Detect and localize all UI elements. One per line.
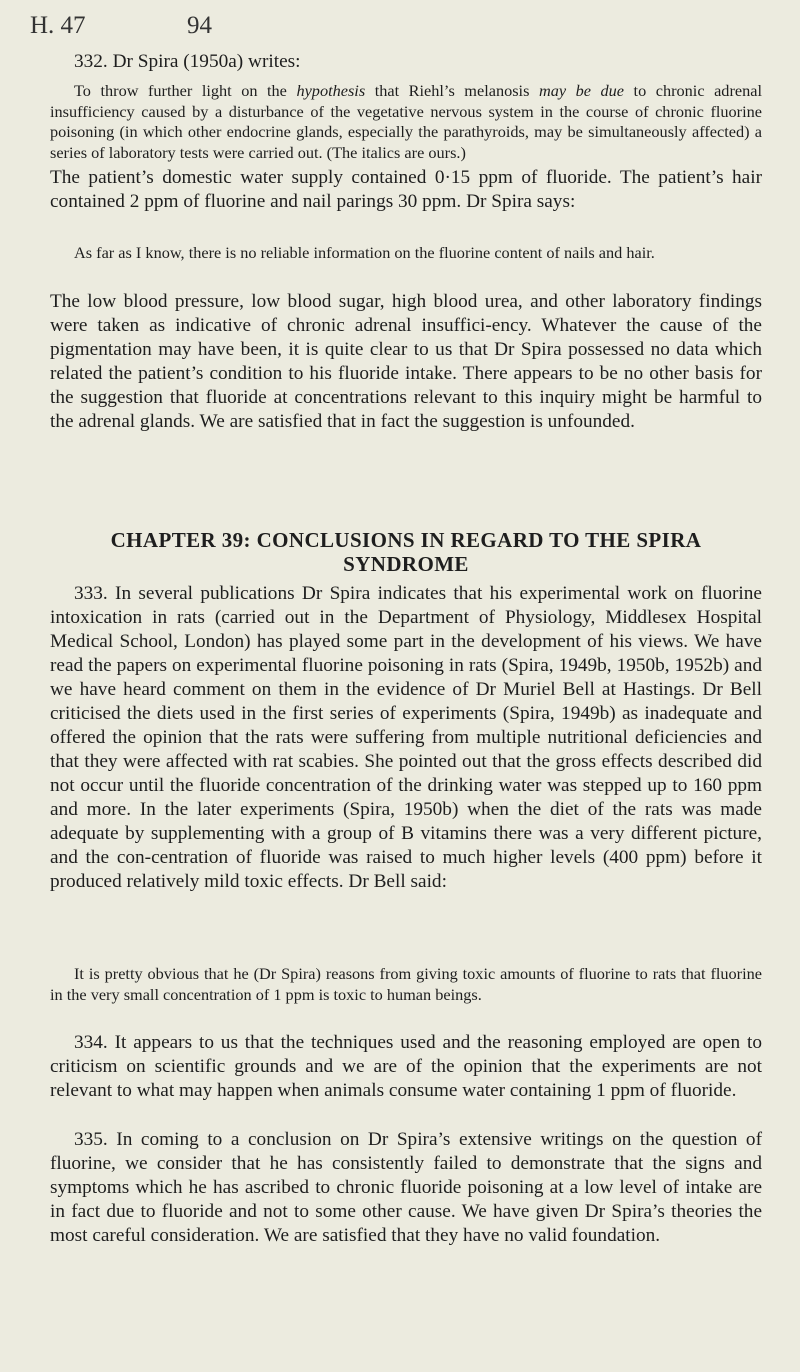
quote-text-post: to chronic adrenal insufficiency caused by a disturbance of the vegetative nervous system in the course of chronic fluorine poisoning (in which other endocrine glands, especially the parathyroids, may be simultaneously affected) a series of laboratory tests were carried out. (The italics are ours.) xyxy=(50,81,762,162)
quote-italic-hypothesis: hypothesis xyxy=(296,81,366,100)
document-reference: H. 47 xyxy=(30,12,86,39)
quote-text-mid: that Riehl’s melanosis xyxy=(365,81,539,100)
quote-spira-hypothesis xyxy=(50,81,762,163)
paragraph-332-intro: 332. Dr Spira (1950a) writes: xyxy=(74,51,301,72)
page-number: 94 xyxy=(187,12,212,39)
paragraph-333: 333. In several publications Dr Spira indicates that his experimental work on fluorine intoxication in rats (carried out in the Department of Physiology, Middlesex Hospital Medical School, London) has played some part in the development of his views. We have read the papers on experimental fluorine poisoning in rats (Spira, 1949b, 1950b, 1952b) and we have heard comment on them in the evidence of Dr Muriel Bell at Hastings. Dr Bell criticised the diets used in the first series of experiments (Spira, 1949b) as inadequate and offered the opinion that the rats were suffering from multiple nutritional deficiencies and that they were affected with rat scabies. She pointed out that the gross effects described did not occur until the fluoride concentration of the drinking water was stepped up to 160 ppm and more. In the later experiments (Spira, 1950b) when the diet of the rats was made adequate by supplementing with a group of B vitamins there was a very different picture, and the con-centration of fluoride was raised to much higher levels (400 ppm) before it produced relatively mild toxic effects. Dr Bell said: xyxy=(50,583,762,892)
quote-text-pre: To throw further light on the xyxy=(74,81,297,100)
paragraph-water-supply: The patient’s domestic water supply contained 0·15 ppm of fluoride. The patient’s hair contained 2 ppm of fluorine and nail parings 30 ppm. Dr Spira says: xyxy=(50,167,762,212)
quote-nails-hair: As far as I know, there is no reliable information on the fluorine content of nails and hair. xyxy=(74,243,655,262)
quote-dr-bell: It is pretty obvious that he (Dr Spira) reasons from giving toxic amounts of fluorine to rats that fluorine in the very small concentration of 1 ppm is toxic to human beings. xyxy=(50,964,762,1004)
paragraph-335: 335. In coming to a conclusion on Dr Spira’s extensive writings on the question of fluorine, we consider that he has consistently failed to demonstrate that the signs and symptoms which he has ascribed to chronic fluoride poisoning at a low level of intake are in fact due to fluoride and not to some other cause. We have given Dr Spira’s theories the most careful consideration. We are satisfied that they have no valid foundation. xyxy=(50,1129,762,1246)
paragraph-334: 334. It appears to us that the techniques used and the reasoning employed are open to criticism on scientific grounds and we are of the opinion that the experiments are not relevant to what may happen when animals consume water containing 1 ppm of fluoride. xyxy=(50,1032,762,1101)
chapter-heading: CHAPTER 39: CONCLUSIONS IN REGARD TO THE SPIRA SYNDROME xyxy=(110,528,702,576)
quote-italic-may-be-due: may be due xyxy=(538,81,625,100)
paragraph-low-blood-pressure: The low blood pressure, low blood sugar, high blood urea, and other laboratory findings were taken as indicative of chronic adrenal insuffici-ency. Whatever the cause of the pigmentation may have been, it is quite clear to us that Dr Spira possessed no data which related the patient’s condition to his fluoride intake. There appears to be no other basis for the suggestion that fluoride at concentrations relevant to this inquiry might be harmful to the adrenal glands. We are satisfied that in fact the suggestion is unfounded. xyxy=(50,291,762,432)
